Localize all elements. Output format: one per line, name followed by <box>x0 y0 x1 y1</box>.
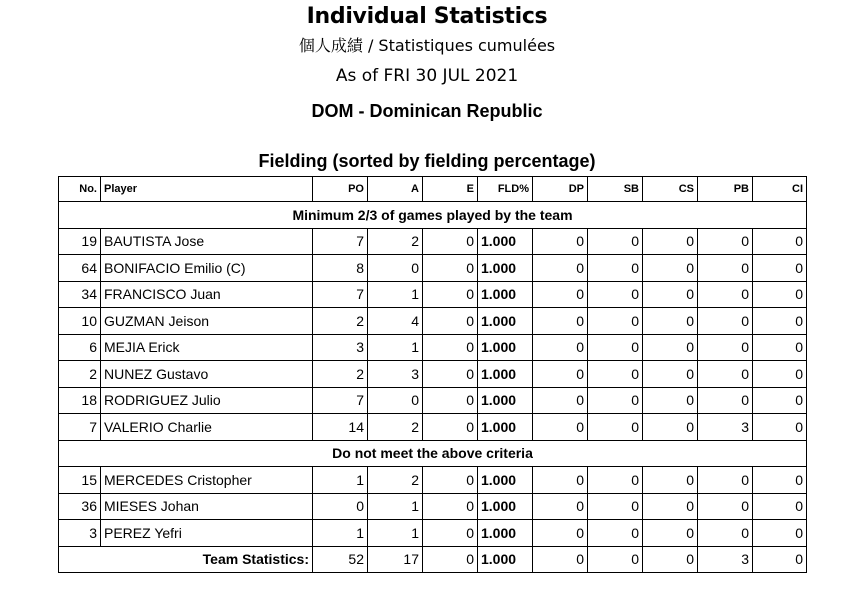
cell-player: GUZMAN Jeison <box>101 308 313 335</box>
cell-cs: 0 <box>643 334 698 361</box>
cell-po: 7 <box>313 228 368 255</box>
cell-dp: 0 <box>533 361 588 388</box>
cell-pb: 0 <box>698 308 753 335</box>
total-fld-pct: 1.000 <box>478 546 533 573</box>
cell-sb: 0 <box>588 228 643 255</box>
cell-sb: 0 <box>588 520 643 547</box>
table-row <box>59 387 807 414</box>
cell-po: 7 <box>313 281 368 308</box>
cell-po: 1 <box>313 467 368 494</box>
cell-sb: 0 <box>588 281 643 308</box>
cell-pb: 3 <box>698 414 753 441</box>
cell-player: MEJIA Erick <box>101 334 313 361</box>
table-row <box>59 308 807 335</box>
cell-po: 1 <box>313 520 368 547</box>
cell-a: 3 <box>368 361 423 388</box>
total-po: 52 <box>313 546 368 573</box>
cell-dp: 0 <box>533 281 588 308</box>
col-header-po: PO <box>313 177 368 202</box>
group-label: Minimum 2/3 of games played by the team <box>59 202 807 229</box>
cell-e: 0 <box>423 361 478 388</box>
table-row <box>59 334 807 361</box>
cell-ci: 0 <box>753 361 807 388</box>
table-row <box>59 493 807 520</box>
cell-po: 2 <box>313 308 368 335</box>
cell-sb: 0 <box>588 387 643 414</box>
cell-a: 1 <box>368 493 423 520</box>
cell-e: 0 <box>423 334 478 361</box>
cell-a: 4 <box>368 308 423 335</box>
total-e: 0 <box>423 546 478 573</box>
group-header-not-qualified <box>59 440 807 467</box>
cell-player: RODRIGUEZ Julio <box>101 387 313 414</box>
cell-player: FRANCISCO Juan <box>101 281 313 308</box>
cell-fld-pct: 1.000 <box>478 228 533 255</box>
cell-e: 0 <box>423 308 478 335</box>
group-header-qualified <box>59 202 807 229</box>
cell-cs: 0 <box>643 361 698 388</box>
table-row <box>59 228 807 255</box>
col-header-no: No. <box>59 177 101 202</box>
cell-fld-pct: 1.000 <box>478 387 533 414</box>
cell-dp: 0 <box>533 493 588 520</box>
cell-no: 18 <box>59 387 101 414</box>
cell-a: 1 <box>368 281 423 308</box>
total-pb: 3 <box>698 546 753 573</box>
cell-cs: 0 <box>643 520 698 547</box>
col-header-a: A <box>368 177 423 202</box>
totals-label: Team Statistics: <box>59 546 313 573</box>
cell-a: 0 <box>368 255 423 282</box>
team-totals-row <box>59 546 807 573</box>
cell-sb: 0 <box>588 467 643 494</box>
cell-pb: 0 <box>698 255 753 282</box>
cell-pb: 0 <box>698 520 753 547</box>
cell-po: 8 <box>313 255 368 282</box>
cell-sb: 0 <box>588 361 643 388</box>
col-header-fld-pct: FLD% <box>478 177 533 202</box>
cell-a: 2 <box>368 228 423 255</box>
cell-player: NUNEZ Gustavo <box>101 361 313 388</box>
cell-ci: 0 <box>753 467 807 494</box>
col-header-cs: CS <box>643 177 698 202</box>
table-row <box>59 414 807 441</box>
cell-fld-pct: 1.000 <box>478 281 533 308</box>
cell-dp: 0 <box>533 414 588 441</box>
cell-pb: 0 <box>698 467 753 494</box>
cell-no: 15 <box>59 467 101 494</box>
cell-no: 19 <box>59 228 101 255</box>
cell-cs: 0 <box>643 467 698 494</box>
table-header-row <box>59 177 807 202</box>
cell-sb: 0 <box>588 334 643 361</box>
as-of-date: As of FRI 30 JUL 2021 <box>335 66 519 86</box>
cell-player: BONIFACIO Emilio (C) <box>101 255 313 282</box>
total-ci: 0 <box>753 546 807 573</box>
col-header-sb: SB <box>588 177 643 202</box>
cell-fld-pct: 1.000 <box>478 493 533 520</box>
cell-no: 64 <box>59 255 101 282</box>
cell-e: 0 <box>423 281 478 308</box>
cell-pb: 0 <box>698 361 753 388</box>
cell-no: 36 <box>59 493 101 520</box>
cell-no: 6 <box>59 334 101 361</box>
cell-e: 0 <box>423 387 478 414</box>
cell-sb: 0 <box>588 414 643 441</box>
total-a: 17 <box>368 546 423 573</box>
page-title: Individual Statistics <box>306 4 548 29</box>
cell-dp: 0 <box>533 520 588 547</box>
cell-po: 7 <box>313 387 368 414</box>
group-label: Do not meet the above criteria <box>59 440 807 467</box>
cell-e: 0 <box>423 493 478 520</box>
cell-fld-pct: 1.000 <box>478 334 533 361</box>
cell-fld-pct: 1.000 <box>478 467 533 494</box>
cell-dp: 0 <box>533 387 588 414</box>
cell-pb: 0 <box>698 493 753 520</box>
cell-cs: 0 <box>643 414 698 441</box>
cell-ci: 0 <box>753 228 807 255</box>
cell-dp: 0 <box>533 334 588 361</box>
cell-fld-pct: 1.000 <box>478 308 533 335</box>
total-sb: 0 <box>588 546 643 573</box>
table-row <box>59 255 807 282</box>
cell-pb: 0 <box>698 281 753 308</box>
cell-e: 0 <box>423 255 478 282</box>
cell-no: 7 <box>59 414 101 441</box>
page-subtitle: 個人成績 / Statistiques cumulées <box>298 36 556 55</box>
cell-a: 2 <box>368 414 423 441</box>
col-header-e: E <box>423 177 478 202</box>
cell-cs: 0 <box>643 228 698 255</box>
cell-player: BAUTISTA Jose <box>101 228 313 255</box>
cell-ci: 0 <box>753 281 807 308</box>
cell-ci: 0 <box>753 255 807 282</box>
cell-player: MERCEDES Cristopher <box>101 467 313 494</box>
cell-fld-pct: 1.000 <box>478 361 533 388</box>
cell-e: 0 <box>423 414 478 441</box>
cell-e: 0 <box>423 520 478 547</box>
cell-cs: 0 <box>643 493 698 520</box>
cell-po: 14 <box>313 414 368 441</box>
table-row <box>59 281 807 308</box>
col-header-pb: PB <box>698 177 753 202</box>
cell-a: 1 <box>368 520 423 547</box>
total-dp: 0 <box>533 546 588 573</box>
cell-pb: 0 <box>698 334 753 361</box>
cell-dp: 0 <box>533 467 588 494</box>
cell-fld-pct: 1.000 <box>478 255 533 282</box>
total-cs: 0 <box>643 546 698 573</box>
cell-ci: 0 <box>753 387 807 414</box>
cell-sb: 0 <box>588 255 643 282</box>
table-row <box>59 361 807 388</box>
cell-ci: 0 <box>753 334 807 361</box>
col-header-dp: DP <box>533 177 588 202</box>
cell-ci: 0 <box>753 414 807 441</box>
team-name: DOM - Dominican Republic <box>311 101 543 121</box>
col-header-player: Player <box>101 177 313 202</box>
cell-no: 2 <box>59 361 101 388</box>
cell-sb: 0 <box>588 308 643 335</box>
cell-a: 1 <box>368 334 423 361</box>
cell-ci: 0 <box>753 520 807 547</box>
section-title: Fielding (sorted by fielding percentage) <box>258 151 596 171</box>
cell-po: 2 <box>313 361 368 388</box>
cell-player: PEREZ Yefri <box>101 520 313 547</box>
cell-cs: 0 <box>643 255 698 282</box>
col-header-ci: CI <box>753 177 807 202</box>
cell-e: 0 <box>423 467 478 494</box>
cell-dp: 0 <box>533 308 588 335</box>
cell-dp: 0 <box>533 228 588 255</box>
cell-cs: 0 <box>643 281 698 308</box>
table-row <box>59 520 807 547</box>
cell-fld-pct: 1.000 <box>478 520 533 547</box>
cell-a: 2 <box>368 467 423 494</box>
cell-player: VALERIO Charlie <box>101 414 313 441</box>
cell-no: 3 <box>59 520 101 547</box>
table-row <box>59 467 807 494</box>
fielding-table <box>58 176 807 573</box>
cell-fld-pct: 1.000 <box>478 414 533 441</box>
cell-cs: 0 <box>643 387 698 414</box>
cell-a: 0 <box>368 387 423 414</box>
cell-player: MIESES Johan <box>101 493 313 520</box>
cell-sb: 0 <box>588 493 643 520</box>
cell-dp: 0 <box>533 255 588 282</box>
cell-pb: 0 <box>698 387 753 414</box>
cell-ci: 0 <box>753 493 807 520</box>
cell-no: 34 <box>59 281 101 308</box>
cell-no: 10 <box>59 308 101 335</box>
cell-pb: 0 <box>698 228 753 255</box>
cell-cs: 0 <box>643 308 698 335</box>
cell-e: 0 <box>423 228 478 255</box>
cell-po: 0 <box>313 493 368 520</box>
cell-po: 3 <box>313 334 368 361</box>
cell-ci: 0 <box>753 308 807 335</box>
